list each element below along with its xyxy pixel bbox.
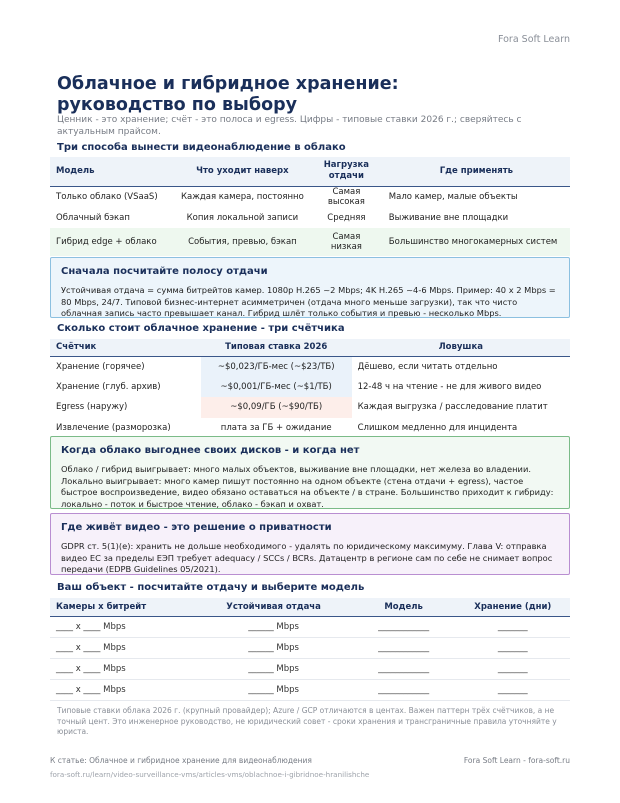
column-header: Модель [50,157,175,186]
table-cell: Самая высокая [327,186,365,207]
footer-url[interactable]: fora-soft.ru/learn/video-surveillance-vms/articles-vms/oblachnoe-i-gibridnoe-hranilishche [50,770,370,779]
footer-article-link[interactable]: К статье: Облачное и гибридное хранение для видеонаблюдения [50,756,312,765]
table-cell: Облачный бэкап [56,212,130,223]
column-header: Где применять [383,157,570,186]
blank-field[interactable]: ____ x ____ Mbps [56,684,126,695]
table-cell: События, превью, бэкап [175,228,310,256]
table-cell: Только облако (VSaaS) [56,191,158,202]
section-models-heading: Три способа вынести видеонаблюдение в облако [57,142,346,153]
table-row [50,616,570,637]
table-row [50,418,570,439]
table-cell: Средняя [327,212,366,223]
callout-heading: Когда облако выгоднее своих дисков - и когда нет [61,445,360,456]
table-cell: Egress (наружу) [56,402,128,413]
blank-field[interactable]: ____________ [378,642,430,653]
table-cell: Мало камер, малые объекты [388,191,518,202]
bandwidth-callout [50,257,570,318]
blank-field[interactable]: _______ [497,684,528,695]
blank-field[interactable]: _______ [497,621,528,632]
table-cell: Большинство многокамерных систем [383,228,570,256]
table-row [50,679,570,700]
page-title: Облачное и гибридное хранение: руководство по выбору [57,74,399,115]
column-header: Что уходит наверх [175,157,310,186]
column-header: Нагрузка отдачи [310,157,383,186]
callout-text: Устойчивая отдача = сумма битрейтов камер. 1080p H.265 ~2 Mbps; 4K H.265 ~4-6 Mbps. Пример: 40 x 2 Mbps = 80 Mbps, 24/7. Типовой бизнес-интернет асимметричен (отдача много меньше загрузки), так что чисто облачная запись часто превышает канал. Гибрид шлёт только события и превью - несколько Mbps. [61,285,556,318]
table-cell: Извлечение (разморозка) [56,422,171,433]
column-header: Модель [352,598,456,616]
table-cell: ~$0,023/ГБ-мес (~$23/ТБ) [201,356,352,377]
table-cell: 12-48 ч на чтение - не для живого видео [357,381,542,392]
column-header: Камеры x битрейт [50,598,196,616]
blank-field[interactable]: ____________ [378,663,430,674]
table-header-row [50,339,570,356]
table-row [50,377,570,398]
callout-text: GDPR ст. 5(1)(e): хранить не дольше необходимого - удалять по юридическому максимуму. Глава V: отправка видео ЕС за пределы ЕЭП требует adequacy / SCCs / BCRs. Датацентр в регионе сам по себе не снимает вопрос передачи (EDPB Guidelines 05/2021). [61,541,553,574]
table-row [50,397,570,418]
table-cell: Выживание вне площадки [388,212,509,223]
table-cell: плата за ГБ + ожидание [220,422,332,433]
brand-label: Fora Soft Learn [497,34,570,45]
page-subtitle: Ценник - это хранение; счёт - это полоса и egress. Цифры - типовые ставки 2026 г.; сверяйтесь с актуальным прайсом. [57,115,522,137]
blank-field[interactable]: ______ Mbps [248,642,299,653]
callout-heading: Сначала посчитайте полосу отдачи [61,266,268,277]
models-table [50,157,570,256]
footnote: Типовые ставки облака 2026 г. (крупный провайдер); Azure / GCP отличаются в центах. Важен паттерн трёх счётчиков, а не точный цент. Это инженерное руководство, не юридический совет - сроки хранения и трансграничные правила уточняйте у юриста. [57,706,557,736]
footer-brand: Fora Soft Learn - fora-soft.ru [463,756,570,765]
table-cell: Дёшево, если читать отдельно [357,361,498,372]
table-row [50,186,570,207]
table-row [50,658,570,679]
blank-field[interactable]: ______ Mbps [248,684,299,695]
column-header: Ловушка [352,339,570,356]
table-header-row [50,157,570,186]
table-cell: Хранение (горячее) [56,361,145,372]
table-row [50,356,570,377]
column-header: Хранение (дни) [456,598,570,616]
column-header: Устойчивая отдача [196,598,352,616]
table-cell: Самая низкая [310,228,383,256]
table-row [50,637,570,658]
blank-field[interactable]: _______ [497,642,528,653]
section-costs-heading: Сколько стоит облачное хранение - три счётчика [57,323,345,334]
table-header-row [50,598,570,616]
column-header: Типовая ставка 2026 [201,339,352,356]
blank-field[interactable]: ______ Mbps [248,663,299,674]
table-cell: Каждая выгрузка / расследование платит [357,402,548,413]
table-cell: Хранение (глуб. архив) [56,381,161,392]
blank-field[interactable]: ____________ [378,621,430,632]
table-cell: ~$0,09/ГБ (~$90/ТБ) [201,397,352,418]
callout-heading: Где живёт видео - это решение о приватности [61,522,332,533]
table-cell: Слишком медленно для инцидента [357,422,518,433]
table-cell: Копия локальной записи [186,212,299,223]
table-row [50,207,570,228]
costs-table [50,339,570,438]
blank-field[interactable]: ____ x ____ Mbps [56,663,126,674]
cloud-vs-local-callout [50,436,570,509]
column-header: Счётчик [50,339,201,356]
blank-field[interactable]: ____ x ____ Mbps [56,621,126,632]
table-cell: Каждая камера, постоянно [180,191,304,202]
privacy-callout [50,513,570,575]
section-worksheet-heading: Ваш объект - посчитайте отдачу и выберите модель [57,582,365,593]
table-row-highlighted [50,228,570,256]
blank-field[interactable]: ____________ [378,684,430,695]
table-cell: Гибрид edge + облако [50,228,175,256]
blank-field[interactable]: ______ Mbps [248,621,299,632]
blank-field[interactable]: _______ [497,663,528,674]
callout-text: Облако / гибрид выигрывает: много малых объектов, выживание вне площадки, нет железа во владении. Локально выигрывает: много камер пишут постоянно на одном объекте (стена отдачи + egress), частое быстрое воспроизведение, видео обязано оставаться на объекте / в стране. Большинство приходит к гибриду: локально - поток и быстрое чтение, облако - бэкап и охват. [61,464,554,509]
blank-field[interactable]: ____ x ____ Mbps [56,642,126,653]
worksheet-table [50,598,570,701]
table-cell: ~$0,001/ГБ-мес (~$1/ТБ) [201,377,352,398]
